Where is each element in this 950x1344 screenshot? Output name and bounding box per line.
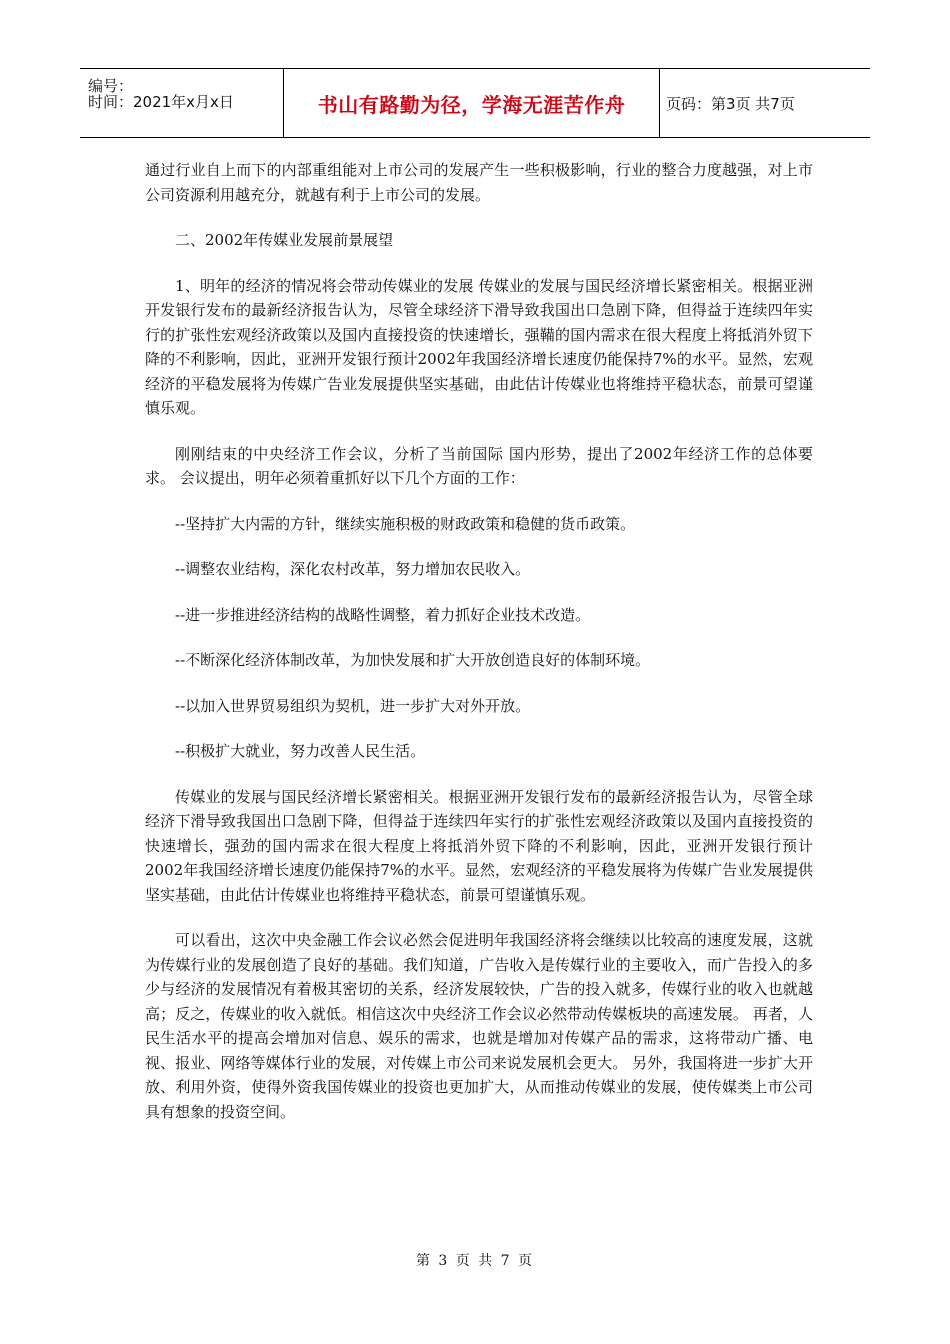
header-page-label: 页码：第3页 共7页 [666, 94, 795, 113]
list-item: --进一步推进经济结构的战略性调整，着力抓好企业技术改造。 [175, 605, 591, 624]
header-info-cell [80, 69, 283, 137]
list-item: --调整农业结构，深化农村改革，努力增加农民收入。 [175, 560, 531, 578]
list-item: --以加入世界贸易组织为契机，进一步扩大对外开放。 [175, 696, 531, 715]
document-number-label: 编号： [88, 77, 134, 95]
document-date-label: 时间：2021年x月x日 [88, 93, 234, 111]
paragraph-5: 可以看出，这次中央金融工作会议必然会促进明年我国经济将会继续以比较高的速度发展，这就为传媒行业的发展创造了良好的基础。我们知道，广告收入是传媒行业的主要收入，而广告投入的多少与经济的发展情况有着极其密切的关系，经济发展较快，广告的投入就多，传媒行业的收入也就越高；反之，传媒业的收入就低。相信这次中央经济工作会议必然带动传媒板块的高速发展。 再者，人民生活水平的提高会增加对信息、娱乐的需求，也就是增加对传媒产品的需求，这将带动广播、电视、报业、网络等媒体行业的发展，对传媒上市公司来说发展机会更大。 另外，我国将进一步扩大开放、利用外资，使得外资我国传媒业的投资也更加扩大，从而推动传媒业的发展，使传媒类上市公司具有想象的投资空间。 [145, 931, 813, 1121]
list-item: --不断深化经济体制改革，为加快发展和扩大开放创造良好的体制环境。 [175, 651, 651, 669]
document-body [145, 158, 813, 1145]
paragraph-1: 通过行业自上而下的内部重组能对上市公司的发展产生一些积极影响，行业的整合力度越强，对上市公司资源利用越充分，就越有利于上市公司的发展。 [145, 161, 813, 204]
list-item: --积极扩大就业，努力改善人民生活。 [175, 742, 426, 760]
header-page-cell [658, 69, 870, 137]
section-title: 二、2002年传媒业发展前景展望 [175, 231, 394, 249]
list-item: --坚持扩大内需的方针，继续实施积极的财政政策和稳健的货币政策。 [175, 514, 636, 533]
page-footer: 第 3 页 共 7 页 [415, 1253, 535, 1269]
paragraph-3: 刚刚结束的中央经济工作会议，分析了当前国际 国内形势，提出了2002年经济工作的总体要求。 会议提出，明年必须着重抓好以下几个方面的工作： [145, 444, 813, 487]
page-header [80, 68, 870, 138]
paragraph-2: 1、明年的经济的情况将会带动传媒业的发展 传媒业的发展与国民经济增长紧密相关。根据亚洲开发银行发布的最新经济报告认为，尽管全球经济下滑导致我国出口急剧下降，但得益于连续四年实行的扩张性宏观经济政策以及国内直接投资的快速增长，强鞴的国内需求在很大程度上将抵消外贸下降的不利影响，因此，亚洲开发银行预计2002年我国经济增长速度仍能保持7%的水平。显然，宏观经济的平稳发展将为传媒广告业发展提供坚实基础，由此估计传媒业也将维持平稳状态，前景可望谨慎乐观。 [145, 276, 813, 417]
header-motto: 书山有路勤为径，学海无涯苦作舟 [283, 69, 660, 137]
paragraph-4: 传媒业的发展与国民经济增长紧密相关。根据亚洲开发银行发布的最新经济报告认为，尽管全球经济下滑导致我国出口急剧下降，但得益于连续四年实行的扩张性宏观经济政策以及国内直接投资的快速增长，强劲的国内需求在很大程度上将抵消外贸下降的不利影响，因此，亚洲开发银行预计2002年我国经济增长速度仍能保持7%的水平。显然，宏观经济的平稳发展将为传媒广告业发展提供坚实基础，由此估计传媒业也将维持平稳状态，前景可望谨慎乐观。 [145, 787, 813, 904]
